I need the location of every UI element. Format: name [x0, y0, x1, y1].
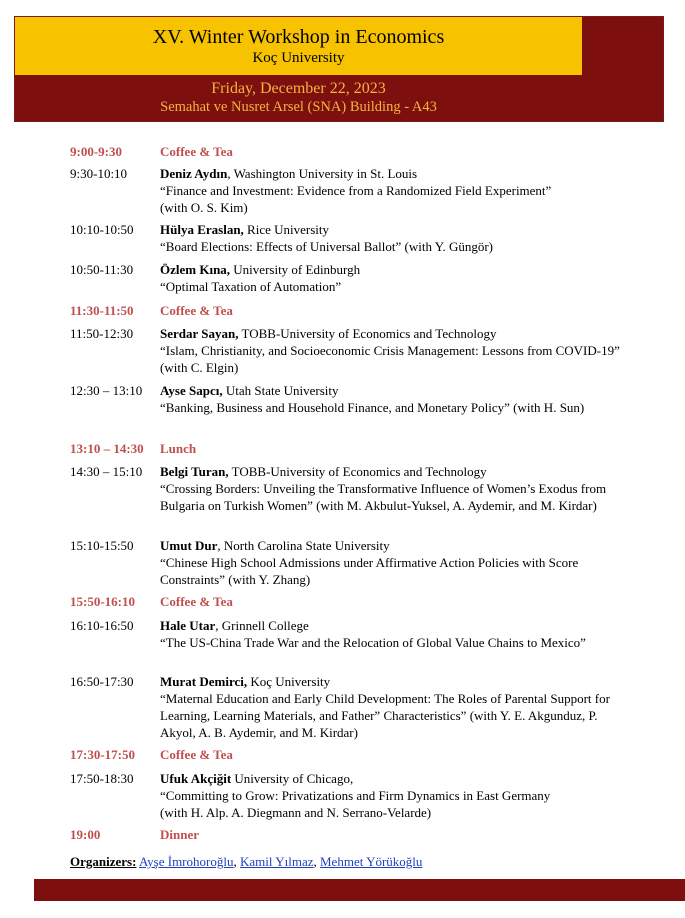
break-label: Coffee & Tea: [160, 594, 233, 609]
coauthors: (with Y. E. Akgunduz, P. Akyol, A. B. Aydemir, and M. Kirdar): [160, 708, 598, 740]
session-time: 9:30-10:10: [70, 166, 128, 181]
speaker-name: Murat Demirci,: [160, 674, 248, 689]
talk-details: [160, 325, 634, 376]
talk-details: [160, 617, 634, 651]
paper-title: “Optimal Taxation of Automation”: [160, 279, 342, 294]
session-time: 10:50-11:30: [70, 262, 134, 277]
speaker-affiliation: TOBB-University of Economics and Technology: [238, 326, 497, 341]
speaker-name: Ufuk Akçiğit: [160, 771, 232, 786]
talk-details: [160, 221, 634, 255]
talk-details: [160, 673, 634, 741]
session-time: 15:50-16:10: [70, 594, 135, 609]
paper-title: “Finance and Investment: Evidence from a Randomized Field Experiment”: [160, 183, 552, 198]
organizers-label: Organizers:: [70, 854, 137, 869]
session-time: 12:30 – 13:10: [70, 383, 143, 398]
speaker-affiliation: Utah State University: [222, 383, 339, 398]
break-label: Lunch: [160, 441, 197, 456]
speaker-name: Hale Utar: [160, 618, 216, 633]
session-time: 10:10-10:50: [70, 222, 134, 237]
speaker-affiliation: Rice University: [243, 222, 330, 237]
break-label: Coffee & Tea: [160, 144, 233, 159]
speaker-affiliation: TOBB-University of Economics and Technology: [228, 464, 487, 479]
talk-details: [160, 261, 634, 295]
organizer-separator: ,: [313, 854, 320, 869]
session-time: 19:00: [70, 827, 101, 842]
coauthors: (with C. Elgin): [160, 360, 239, 375]
session-time: 17:50-18:30: [70, 771, 134, 786]
paper-title: “Crossing Borders: Unveiling the Transformative Influence of Women’s Exodus from Bulgaria on Turkish Women”: [160, 481, 607, 513]
paper-title: “Chinese High School Admissions under Affirmative Action Policies with Score Constraints”: [160, 555, 579, 587]
organizers-line: [70, 853, 422, 870]
session-time: 11:50-12:30: [70, 326, 134, 341]
session-time: 16:50-17:30: [70, 674, 134, 689]
session-time: 14:30 – 15:10: [70, 464, 143, 479]
speaker-name: Ayse Sapcı,: [160, 383, 223, 398]
footer-bar: [34, 879, 685, 901]
session-time: 16:10-16:50: [70, 618, 134, 633]
speaker-name: Deniz Aydın: [160, 166, 228, 181]
coauthors: (with Y. Güngör): [401, 239, 493, 254]
session-time: 15:10-15:50: [70, 538, 134, 553]
session-time: 11:30-11:50: [70, 303, 134, 318]
speaker-affiliation: University of Edinburgh: [230, 262, 361, 277]
coauthors: (with Y. Zhang): [225, 572, 311, 587]
session-time: 9:00-9:30: [70, 144, 122, 159]
talk-details: [160, 537, 634, 588]
break-label: Coffee & Tea: [160, 747, 233, 762]
speaker-name: Serdar Sayan,: [160, 326, 239, 341]
organizer-link[interactable]: Ayşe İmrohoroğlu: [138, 854, 234, 869]
organizer-link[interactable]: Mehmet Yörükoğlu: [320, 854, 423, 869]
paper-title: “Maternal Education and Early Child Development: The Roles of Parental Support for Learning, Learning Materials, and Father” Characteristics”: [160, 691, 610, 723]
speaker-affiliation: , Grinnell College: [215, 618, 309, 633]
speaker-name: Özlem Kına,: [160, 262, 231, 277]
workshop-host: Koç University: [252, 50, 345, 66]
coauthors: (with H. Sun): [509, 400, 585, 415]
organizer-link[interactable]: Kamil Yılmaz: [239, 854, 314, 869]
event-venue: Semahat ve Nusret Arsel (SNA) Building - A43: [160, 99, 437, 115]
event-date: Friday, December 22, 2023: [211, 80, 386, 97]
speaker-affiliation: , North Carolina State University: [217, 538, 390, 553]
session-time: 13:10 – 14:30: [70, 441, 144, 456]
talk-details: [160, 463, 634, 514]
coauthors: (with M. Akbulut-Yuksel, A. Aydemir, and M. Kirdar): [312, 498, 597, 513]
talk-details: [160, 770, 634, 821]
organizer-separator: ,: [233, 854, 240, 869]
speaker-name: Belgi Turan,: [160, 464, 229, 479]
paper-title: “The US-China Trade War and the Relocation of Global Value Chains to Mexico”: [160, 635, 586, 650]
coauthors: (with H. Alp. A. Diegmann and N. Serrano-Velarde): [160, 805, 432, 820]
paper-title: “Banking, Business and Household Finance, and Monetary Policy”: [160, 400, 510, 415]
paper-title: “Committing to Grow: Privatizations and Firm Dynamics in East Germany: [160, 788, 551, 803]
talk-details: [160, 165, 634, 216]
speaker-name: Hülya Eraslan,: [160, 222, 244, 237]
session-time: 17:30-17:50: [70, 747, 135, 762]
speaker-affiliation: University of Chicago,: [231, 771, 354, 786]
break-label: Dinner: [160, 827, 199, 842]
workshop-title: XV. Winter Workshop in Economics: [152, 26, 445, 48]
coauthors: (with O. S. Kim): [160, 200, 248, 215]
talk-details: [160, 382, 634, 416]
speaker-name: Umut Dur: [160, 538, 218, 553]
break-label: Coffee & Tea: [160, 303, 233, 318]
speaker-affiliation: Koç University: [247, 674, 331, 689]
paper-title: “Board Elections: Effects of Universal Ballot”: [160, 239, 402, 254]
paper-title: “Islam, Christianity, and Socioeconomic Crisis Management: Lessons from COVID-19”: [160, 343, 620, 358]
speaker-affiliation: , Washington University in St. Louis: [227, 166, 418, 181]
